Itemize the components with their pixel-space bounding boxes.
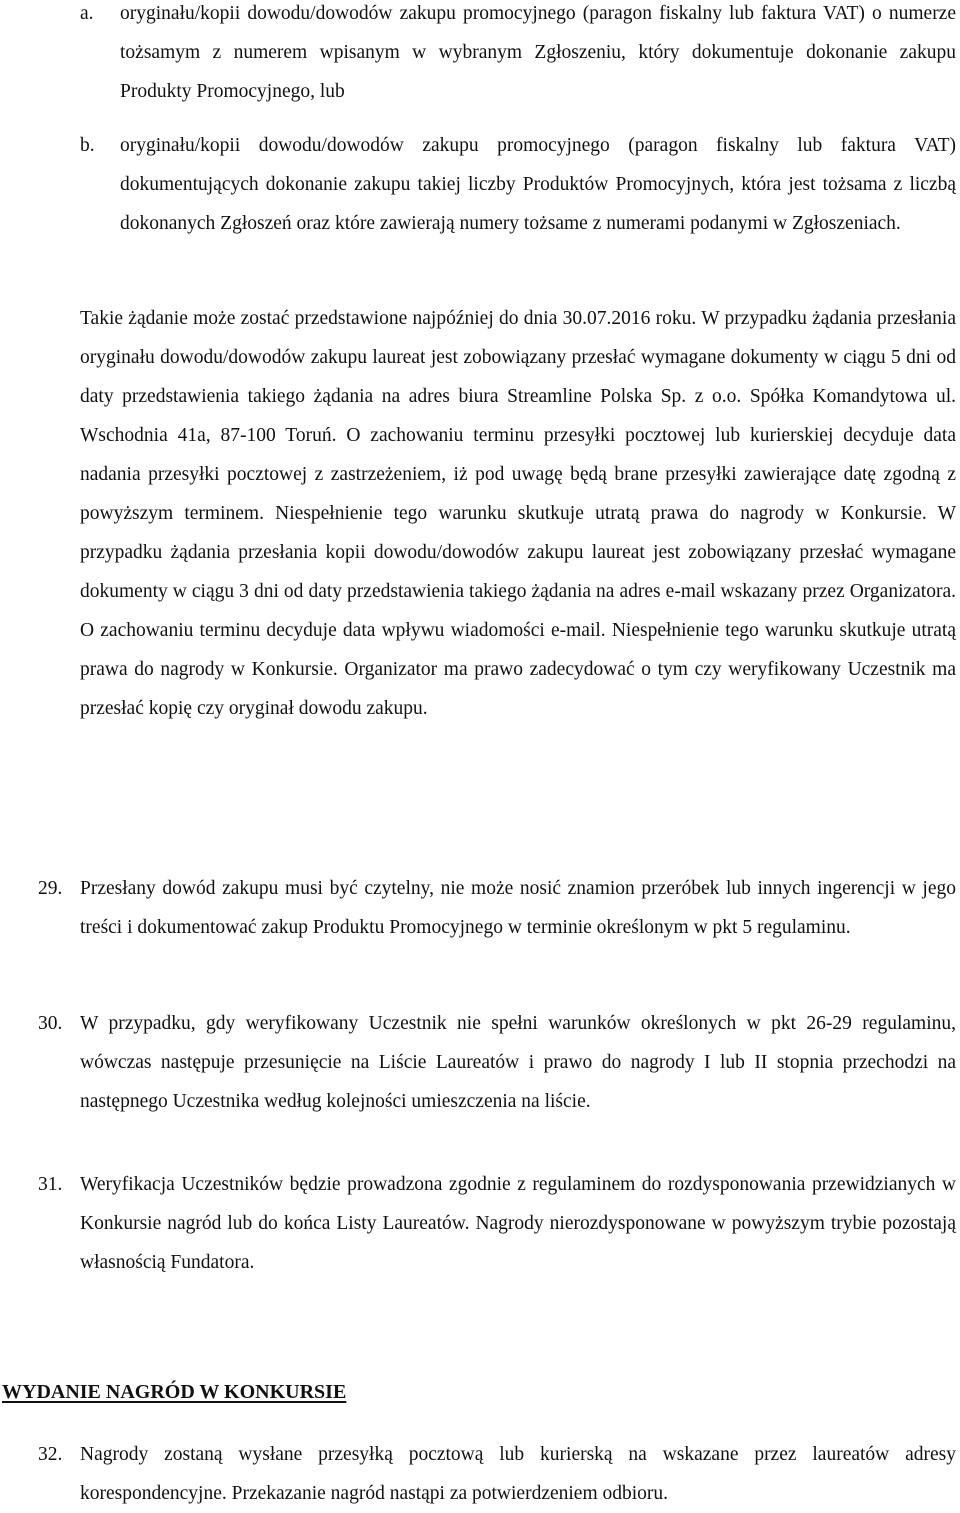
list-item-a: oryginału/kopii dowodu/dowodów zakupu promocyjnego (paragon fiskalny lub faktura VAT) o numerze tożsamym z numerem wpisanym w wybranym Zgłoszeniu, który dokumentuje dokonanie zakupu Produkty Promocyjnego, lub — [120, 3, 956, 102]
list-item-b: oryginału/kopii dowodu/dowodów zakupu promocyjnego (paragon fiskalny lub faktura VAT) dokumentujących dokonanie zakupu takiej liczby Produktów Promocyjnych, która jest tożsama z liczbą dokonanych Zgłoszeń oraz które zawierają numery tożsame z numerami podanymi w Zgłoszeniach. — [120, 135, 956, 234]
section-heading: WYDANIE NAGRÓD W KONKURSIE — [2, 1381, 347, 1403]
list-item-29: Przesłany dowód zakupu musi być czytelny, nie może nosić znamion przeróbek lub innych ingerencji w jego treści i dokumentować zakup Produktu Promocyjnego w terminie określonym w pkt 5 regulaminu. — [80, 878, 956, 938]
paragraph-demand: Takie żądanie może zostać przedstawione najpóźniej do dnia 30.07.2016 roku. W przypadku żądania przesłania oryginału dowodu/dowodów zakupu laureat jest zobowiązany przesłać wymagane dokumenty w ciągu 5 dni od daty przedstawienia takiego żądania na adres biura Streamline Polska Sp. z o.o. Spółka Komandytowa ul. Wschodnia 41a, 87-100 Toruń. O zachowaniu terminu przesyłki pocztowej lub kurierskiej decyduje data nadania przesyłki pocztowej z zastrzeżeniem, iż pod uwagę będą brane przesyłki zawierające datę zgodną z powyższym terminem. Niespełnienie tego warunku skutkuje utratą prawa do nagrody w Konkursie. W przypadku żądania przesłania kopii dowodu/dowodów zakupu laureat jest zobowiązany przesłać wymagane dokumenty w ciągu 3 dni od daty przedstawienia takiego żądania na adres e-mail wskazany przez Organizatora. O zachowaniu terminu decyduje data wpływu wiadomości e-mail. Niespełnienie tego warunku skutkuje utratą prawa do nagrody w Konkursie. Organizator ma prawo zadecydować o tym czy weryfikowany Uczestnik ma przesłać kopię czy oryginał dowodu zakupu. — [80, 308, 956, 719]
list-marker-a: a. — [80, 3, 94, 24]
list-marker-b: b. — [80, 135, 95, 156]
item-marker-30: 30. — [38, 1013, 63, 1034]
list-item-32: Nagrody zostaną wysłane przesyłką pocztową lub kurierską na wskazane przez laureatów adresy korespondencyjne. Przekazanie nagród nastąpi za potwierdzeniem odbioru. — [80, 1444, 956, 1504]
list-item-31: Weryfikacja Uczestników będzie prowadzona zgodnie z regulaminem do rozdysponowania przewidzianych w Konkursie nagród lub do końca Listy Laureatów. Nagrody nierozdysponowane w powyższym trybie pozostają własnością Fundatora. — [80, 1174, 956, 1273]
item-marker-31: 31. — [38, 1174, 63, 1195]
list-item-30: W przypadku, gdy weryfikowany Uczestnik nie spełni warunków określonych w pkt 26-29 regulaminu, wówczas następuje przesunięcie na Liście Laureatów i prawo do nagrody I lub II stopnia przechodzi na następnego Uczestnika według kolejności umieszczenia na liście. — [80, 1013, 956, 1112]
item-marker-29: 29. — [38, 878, 63, 899]
item-marker-32: 32. — [38, 1444, 63, 1465]
